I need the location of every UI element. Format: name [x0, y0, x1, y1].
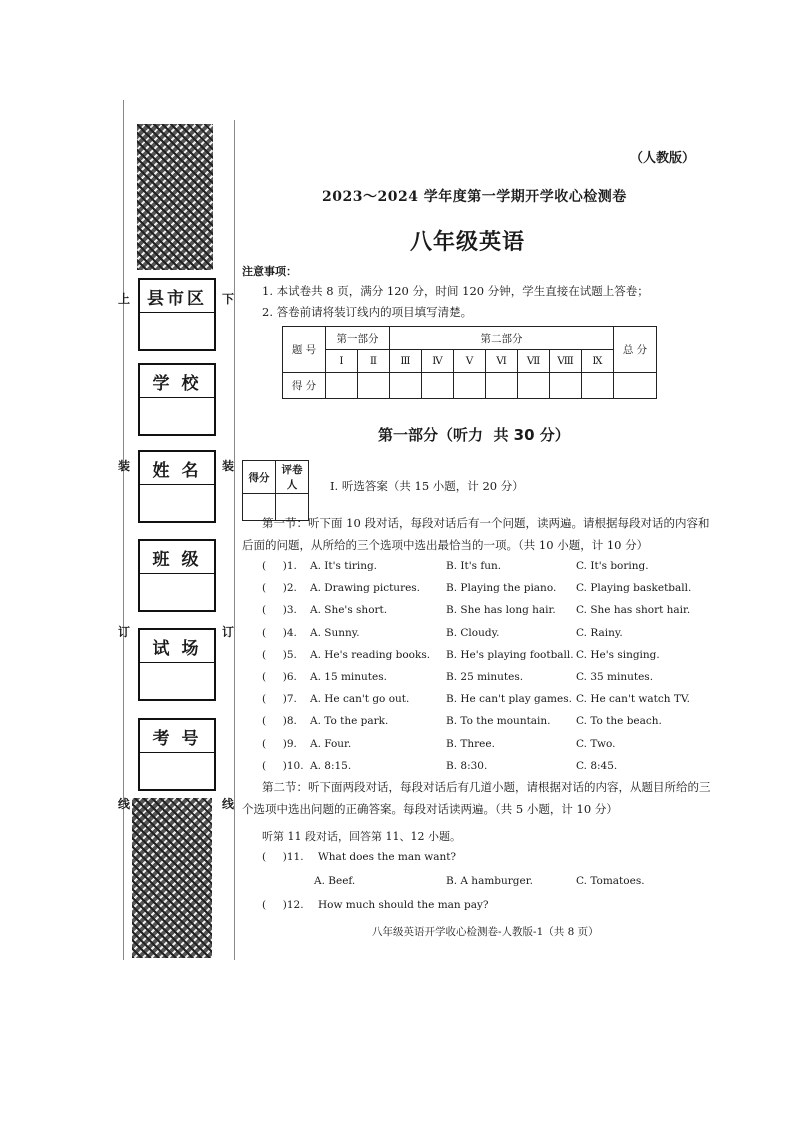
- score-table-col: Ⅸ: [582, 350, 614, 373]
- info-box-label: 县市区: [140, 280, 214, 313]
- score-cell[interactable]: [422, 373, 454, 399]
- info-box-label: 考 号: [140, 720, 214, 753]
- option-c[interactable]: C. 35 minutes.: [576, 671, 654, 683]
- grader-reviewer-label: 评卷人: [276, 461, 309, 494]
- score-cell[interactable]: [614, 373, 657, 399]
- option-c[interactable]: C. It's boring.: [576, 560, 649, 572]
- subject-title: 八年级英语: [410, 230, 526, 255]
- question-number[interactable]: ( )11.: [262, 851, 304, 863]
- section1-intro: 第一节：听下面 10 段对话，每段对话后有一个问题，读两遍。请根据每段对话的内容和后面的问题，从所给的三个选项中选出最恰当的一项。（共 10 小题，计 10 分）: [242, 516, 710, 552]
- question-number[interactable]: ( )2.: [262, 582, 297, 595]
- info-box-field[interactable]: [140, 574, 214, 610]
- option-a[interactable]: A. Four.: [310, 737, 352, 750]
- note-1: 1. 本试卷共 8 页，满分 120 分，时间 120 分钟，学生直接在试题上答卷；: [262, 284, 649, 298]
- option-b[interactable]: B. It's fun.: [446, 560, 502, 572]
- option-c[interactable]: C. She has short hair.: [576, 604, 691, 617]
- edition-label: （人教版）: [630, 151, 696, 166]
- option-a[interactable]: A. It's tiring.: [310, 560, 378, 572]
- section-title: Ⅰ. 听选答案（共 15 小题，计 20 分）: [330, 479, 524, 493]
- option-c[interactable]: C. To the beach.: [576, 715, 662, 728]
- section2-intro: 第二节：听下面两段对话，每段对话后有几道小题，请根据对话的内容，从题目所给的三个选项中选出问题的正确答案。每段对话读两遍。（共 5 小题，计 10 分）: [242, 780, 711, 816]
- score-table-col: Ⅰ: [326, 350, 358, 373]
- score-table-total: 总 分: [614, 327, 657, 373]
- binding-line-right: [234, 120, 235, 960]
- score-cell[interactable]: [550, 373, 582, 399]
- option-a[interactable]: A. 8:15.: [310, 759, 352, 772]
- info-box-field[interactable]: [140, 398, 214, 434]
- option-b[interactable]: B. A hamburger.: [446, 875, 533, 887]
- option-b[interactable]: B. He's playing football.: [446, 648, 574, 661]
- option-c[interactable]: C. Tomatoes.: [576, 875, 645, 887]
- score-table-col: Ⅱ: [358, 350, 390, 373]
- option-c[interactable]: C. Rainy.: [576, 626, 623, 639]
- question-number[interactable]: ( )6.: [262, 671, 297, 683]
- binding-mark-right-4: 线: [222, 797, 235, 811]
- score-cell[interactable]: [326, 373, 358, 399]
- option-b[interactable]: B. To the mountain.: [446, 715, 551, 728]
- question-number[interactable]: ( )3.: [262, 604, 297, 617]
- exam-title: 2023～2024 学年度第一学期开学收心检测卷: [322, 189, 627, 205]
- grader-score-label: 得分: [243, 461, 276, 494]
- option-a[interactable]: A. Beef.: [314, 875, 356, 887]
- score-table: [282, 326, 657, 399]
- info-box-label: 班 级: [140, 541, 214, 574]
- notes-heading: 注意事项：: [242, 265, 297, 278]
- option-b[interactable]: B. She has long hair.: [446, 604, 556, 617]
- score-table-col: Ⅳ: [422, 350, 454, 373]
- binding-mark-left-3: 订: [118, 625, 131, 639]
- option-a[interactable]: A. To the park.: [310, 715, 389, 728]
- option-c[interactable]: C. Playing basketball.: [576, 582, 692, 595]
- question-number[interactable]: ( )8.: [262, 715, 297, 728]
- page-footer: 八年级英语开学收心检测卷-人教版-1（共 8 页）: [372, 926, 599, 938]
- score-cell[interactable]: [358, 373, 390, 399]
- option-b[interactable]: B. Playing the piano.: [446, 582, 557, 595]
- question-number[interactable]: ( )9.: [262, 737, 297, 750]
- option-b[interactable]: B. Three.: [446, 737, 495, 750]
- option-b[interactable]: B. 8:30.: [446, 759, 488, 772]
- option-c[interactable]: C. Two.: [576, 737, 616, 750]
- info-box-field[interactable]: [140, 753, 214, 789]
- binding-pattern-bottom: [132, 798, 212, 958]
- question-number[interactable]: ( )7.: [262, 693, 297, 706]
- option-a[interactable]: A. Drawing pictures.: [310, 582, 421, 595]
- info-box-field[interactable]: [140, 663, 214, 699]
- binding-mark-right-1: 下: [222, 292, 235, 306]
- note-2: 2. 答卷前请将装订线内的项目填写清楚。: [262, 305, 473, 319]
- score-cell[interactable]: [582, 373, 614, 399]
- option-b[interactable]: B. He can't play games.: [446, 693, 572, 706]
- option-b[interactable]: B. 25 minutes.: [446, 671, 524, 683]
- binding-pattern-top: [137, 124, 213, 270]
- score-table-col: Ⅷ: [550, 350, 582, 373]
- info-box-class: [138, 539, 216, 612]
- question-text: How much should the man pay?: [318, 899, 489, 911]
- score-table-col: Ⅴ: [454, 350, 486, 373]
- info-box-field[interactable]: [140, 485, 214, 521]
- score-table-part2: 第二部分: [390, 327, 614, 350]
- option-a[interactable]: A. He's reading books.: [310, 648, 431, 661]
- binding-mark-left-4: 线: [118, 797, 131, 811]
- dialog-prompt: 听第 11 段对话，回答第 11、12 小题。: [262, 830, 461, 843]
- question-number[interactable]: ( )4.: [262, 626, 297, 639]
- question-text: What does the man want?: [318, 851, 457, 863]
- option-a[interactable]: A. He can't go out.: [310, 693, 410, 706]
- part-heading: 第一部分（听力 共 30 分）: [378, 426, 570, 444]
- info-box-exam-number: [138, 718, 216, 791]
- info-box-district: [138, 278, 216, 351]
- score-cell[interactable]: [390, 373, 422, 399]
- info-box-label: 试 场: [140, 630, 214, 663]
- binding-mark-right-3: 订: [222, 625, 235, 639]
- question-number[interactable]: ( )10.: [262, 759, 304, 772]
- option-c[interactable]: C. He can't watch TV.: [576, 693, 690, 706]
- binding-line-left: [123, 100, 124, 960]
- binding-mark-right-2: 装: [222, 459, 235, 473]
- score-cell[interactable]: [486, 373, 518, 399]
- option-a[interactable]: A. Sunny.: [310, 626, 360, 639]
- info-box-exam-room: [138, 628, 216, 701]
- option-a[interactable]: A. She's short.: [310, 604, 388, 617]
- info-box-field[interactable]: [140, 313, 214, 349]
- score-table-col: Ⅲ: [390, 350, 422, 373]
- score-cell[interactable]: [454, 373, 486, 399]
- score-table-row-label: 得 分: [283, 373, 326, 399]
- binding-mark-left-2: 装: [118, 459, 131, 473]
- option-b[interactable]: B. Cloudy.: [446, 626, 500, 639]
- question-number[interactable]: ( )5.: [262, 648, 297, 661]
- info-box-label: 学 校: [140, 365, 214, 398]
- info-box-school: [138, 363, 216, 436]
- option-c[interactable]: C. 8:45.: [576, 759, 618, 772]
- info-box-name: [138, 450, 216, 523]
- option-c[interactable]: C. He's singing.: [576, 648, 660, 661]
- option-a[interactable]: A. 15 minutes.: [310, 671, 387, 683]
- info-box-label: 姓 名: [140, 452, 214, 485]
- question-number[interactable]: ( )1.: [262, 560, 297, 572]
- binding-mark-left-1: 上: [118, 292, 131, 306]
- score-table-row-label: 题 号: [283, 327, 326, 373]
- score-table-col: Ⅶ: [518, 350, 550, 373]
- score-table-col: Ⅵ: [486, 350, 518, 373]
- question-number[interactable]: ( )12.: [262, 899, 304, 911]
- score-cell[interactable]: [518, 373, 550, 399]
- score-table-part1: 第一部分: [326, 327, 390, 350]
